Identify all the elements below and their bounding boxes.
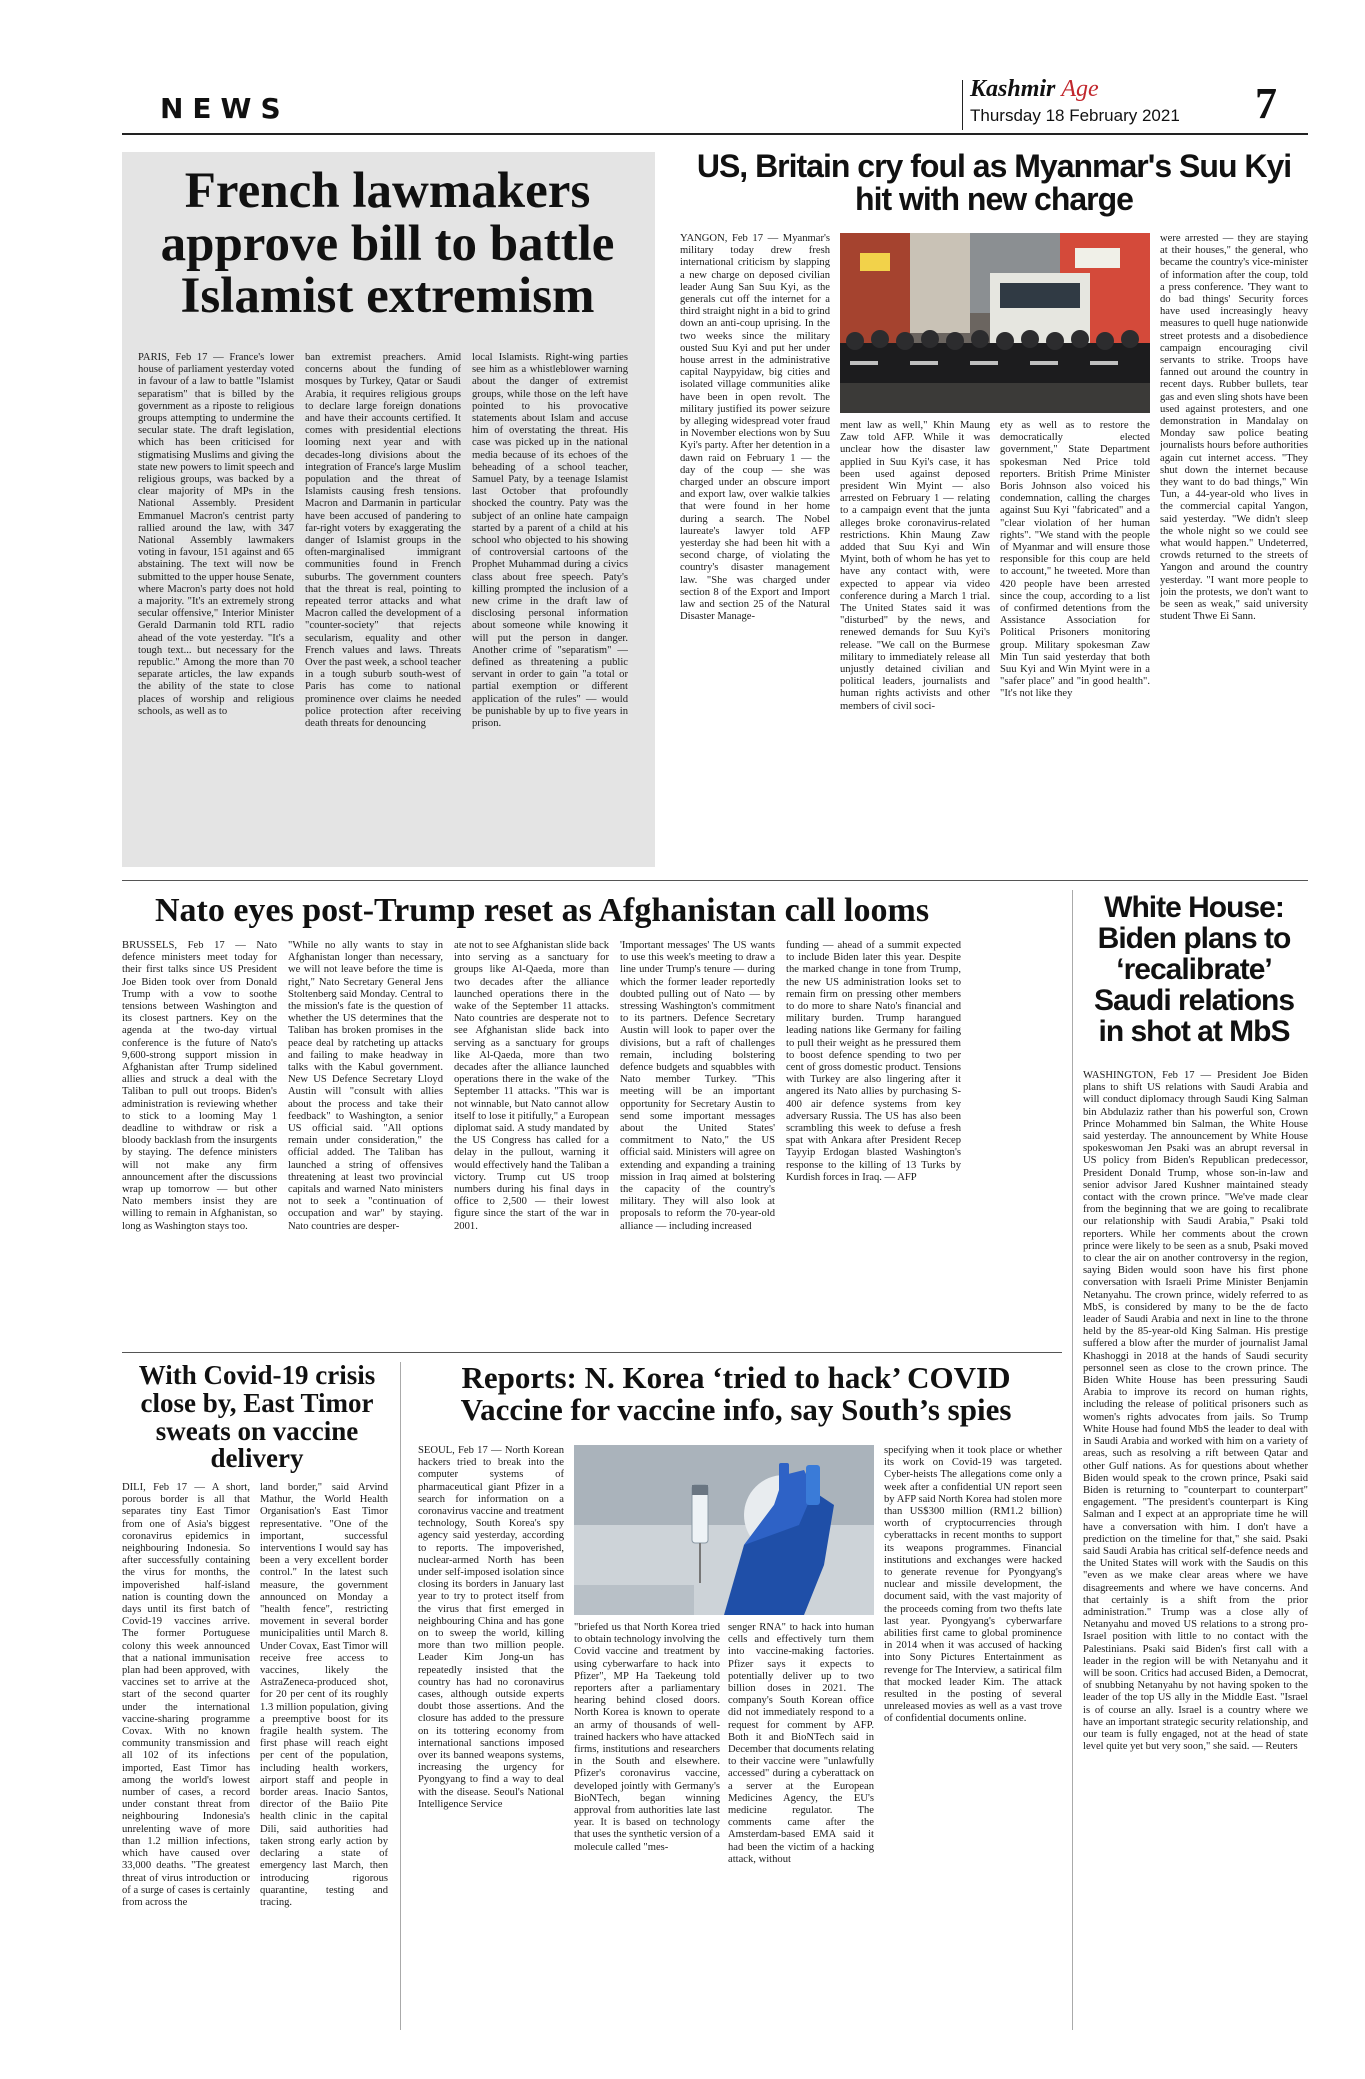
myanmar-column-2: ment law as well," Khin Maung Zaw told AFP. While it was unclear how the disaster law applied in Suu Kyi's case, it has been used against deposed president Win Myint — also arrested on February 1 — relating to a campaign event that the junta alleges broke coronavirus-related restrictions. Khin Maung Zaw added that Suu Kyi and Win Myint, both of whom he has yet to have any contact with, were expected to appear via video conference during a March 1 trial. The United States said it was "disturbed" by the news, and renewed demands for Suu Kyi's release. "We call on the Burmese military to immediately release all unjustly detained civilian and political leaders, journalists and human rights activists and other members of civil soci-: [840, 420, 990, 712]
vaccine-vial-image: [574, 1445, 874, 1615]
nato-headline: Nato eyes post-Trump reset as Afghanistan call looms: [154, 892, 930, 929]
section-rule: [122, 880, 1308, 881]
easttimor-column-2: land border," said Arvind Mathur, the World Health Organisation's East Timor representative. "One of the important, successful interventions I would say has been a very excellent border control." In the latest such measure, the government announced on Monday a "health fence", restricting movement in several border municipalities until March 8. Under Covax, East Timor will receive free access to vaccines, likely the AstraZeneca-produced shot, for 20 per cent of its roughly 1.3 million population, giving a preemptive boost for its fragile health system. The first phase will reach eight per cent of the population, including health workers, airport staff and people in border areas. Inacio Santos, director of the Baiio Pite health clinic in the capital Dili, said authorities had taken strong early action by declaring a state of emergency last March, then introducing rigorous quarantine, testing and tracing.: [260, 1482, 388, 1908]
nkorea-column-1: SEOUL, Feb 17 — North Korean hackers tried to break into the computer systems of pharmaceutical giant Pfizer in a search for information on a coronavirus vaccine and treatment technology, South Korea's spy agency said yesterday, according to reports. The impoverished, nuclear-armed North has been under self-imposed isolation since closing its borders in January last year to try to protect itself from the virus that first emerged in neighbouring China and has gone on to sweep the world, killing more than two million people. Leader Kim Jong-un has repeatedly insisted that the country has had no coronavirus cases, although outside experts doubt those assertions. And the closure has added to the pressure on its tottering economy from international sanctions imposed over its banned weapons systems, increasing the urgency for Pyongyang to find a way to deal with the disease. Seoul's National Intelligence Service: [418, 1445, 564, 1810]
france-column-3: local Islamists. Right-wing parties see him as a whistleblower warning about the danger of extremist groups, while those on the left have pointed to his provocative statements about Islam and accuse him of overstating the threat. His case was picked up in the national media because of its echoes of the beheading of a school teacher, Samuel Paty, by a teenage Islamist last October that profoundly shocked the country. Paty was the subject of an online hate campaign started by a parent of a child at his school who objected to his showing of controversial cartoons of the Prophet Muhammad during a civics class about free speech. Paty's killing prompted the inclusion of a new crime in the draft law of disclosing personal information about someone while knowing it will put the person in danger. Another crime of "separatism" — defined as threatening a public servant in order to gain "a total or partial exemption or different application of the rules" — would be punishable by up to five years in prison.: [472, 352, 628, 730]
section-label: NEWS: [160, 92, 290, 125]
france-column-1: PARIS, Feb 17 — France's lower house of parliament yesterday voted in favour of a law to battle "Islamist separatism" that is billed by the government as a riposte to religious groups attempting to undermine the secular state. The draft legislation, which has been criticised for stigmatising Muslims and giving the state new powers to limit speech and religious groups, was backed by a clear majority of MPs in the National Assembly. President Emmanuel Macron's centrist party rallied around the law, with 347 National Assembly lawmakers voting in favour, 151 against and 65 abstaining. The text will now be submitted to the upper house Senate, where Macron's party does not hold a majority. "It's an extremely strong secular offensive," Interior Minister Gerald Darmanin told RTL radio ahead of the vote yesterday. "It's a tough text... but necessary for the republic." Among the more than 70 separate articles, the law expands the ability of the state to close places of worship and religious schools, as well as to: [138, 352, 294, 717]
brand-first: Kashmir: [970, 76, 1056, 102]
page-number: 7: [1255, 79, 1277, 128]
nkorea-column-3: senger RNA" to hack into human cells and effectively turn them into vaccine-making factories. Pfizer says it expects to potentially deliver up to two billion doses in 2021. The company's South Korean office did not immediately respond to a request for comment by AFP. Both it and BioNTech said in December that documents relating to their vaccine were "unlawfully accessed" during a cyberattack on a server at the European Medicines Agency, the EU's medicine regulator. The comments came after the Amsterdam-based EMA said it had been the victim of a hacking attack, without: [728, 1622, 874, 1865]
easttimor-column-1: DILI, Feb 17 — A short, porous border is all that separates tiny East Timor from one of Asia's biggest coronavirus epidemics in neighbouring Indonesia. So after successfully containing the virus for months, the impoverished half-island nation is counting down the days until its first batch of Covid-19 vaccines arrive. The former Portuguese colony this week announced that a national immunisation plan had been approved, with vaccines set to arrive at the start of the second quarter under the international vaccine-sharing programme Covax. With no known community transmission and all 102 of its infections imported, East Timor has among the world's lowest number of cases, a record under constant threat from neighbouring Indonesia's unrelenting wave of more than 1.2 million infections, which have caused over 33,000 deaths. "The greatest threat of virus introduction or of a surge of cases is certainly from across the: [122, 1482, 250, 1908]
nato-column-5: funding — ahead of a summit expected to include Biden later this year. Despite the marked change in tone from Trump, the new US administration looks set to remain firm on pressing other members to do more to share Nato's financial and military burden. Trump harangued leading nations like Germany for failing to pull their weight as he pressured them to boost defence spending to two per cent of gross domestic product. Tensions with Turkey are also lingering after it angered its Nato allies by purchasing S-400 air defence systems from key adversary Russia. The US has also been scrambling this week to defuse a fresh spat with Ankara after President Recep Tayyip Erdogan blasted Washington's response to the killing of 13 Turks by Kurdish forces in Iraq. — AFP: [786, 940, 961, 1183]
easttimor-headline: With Covid-19 crisis close by, East Timor sweats on vaccine delivery: [138, 1360, 376, 1474]
newspaper-logo: [970, 76, 1099, 103]
brand-second: Age: [1061, 76, 1099, 102]
column-divider-2: [400, 1362, 401, 2030]
issue-date: Thursday 18 February 2021: [970, 106, 1180, 125]
section-rule-lower: [122, 1352, 1062, 1353]
column-divider: [1072, 890, 1073, 2030]
riot-police-image: [840, 233, 1150, 413]
masthead-rule: [122, 133, 1308, 135]
myanmar-column-4: were arrested — they are staying at their houses," the general, who became the country's vice-minister of information after the coup, told a press conference. 'They want to do bad things' Security forces have used increasingly heavy measures to quell huge nationwide street protests and a disobedience campaign encouraging civil servants to strike. Troops have fanned out around the country in recent days. Rubber bullets, tear gas and even sling shots have been used against protesters, and one demonstration in Mandalay on Monday saw police beating journalists hours before authorities again cut internet access. "They shut down the internet because they want to do bad things," Win Tun, a 44-year-old who lives in the commercial capital Yangon, said yesterday. "We didn't sleep the whole night so we could see what would happen." Undeterred, crowds returned to the streets of Yangon and around the country yesterday. "I want more people to join the protests, we don't want to be seen as weak," said university student Thwe Ei Sann.: [1160, 233, 1308, 623]
myanmar-protest-photo: [840, 233, 1150, 413]
whitehouse-column-1: WASHINGTON, Feb 17 — President Joe Biden plans to shift US relations with Saudi Arabia and will conduct diplomacy through Saudi King Salman bin Abdulaziz rather than his powerful son, Crown Prince Mohammed bin Salman, the White House said yesterday. The announcement by White House spokeswoman Jen Psaki was an abrupt reversal in US policy from Biden's Republican predecessor, President Donald Trump, whose son-in-law and senior advisor Jared Kushner maintained steady contact with the crown prince. "We've made clear from the beginning that we are going to recalibrate our relationship with Saudi Arabia," Psaki told reporters. While her comments about the crown prince were likely to be seen as a snub, Psaki moved to clear the air on another controversy in the region, saying Biden would soon have his first phone conversation with Israeli Prime Minister Benjamin Netanyahu. The crown prince, widely referred to as MbS, is considered by many to be the de facto leader of Saudi Arabia and next in line to the throne held by the 85-year-old King Salman. His prestige suffered a blow after the murder of journalist Jamal Khashoggi in 2018 at the hands of Saudi security personnel seen as close to the crown prince. The Biden White House has been pressuring Saudi Arabia to improve its record on human rights, including the release of political prisoners such as women's rights advocates from jails. So Trump White House had found MbS the leader to deal with in Saudi Arabia and worked with him on a variety of areas, such as resolving a rift between Qatar and other Gulf nations. As for questions about whether Biden would speak to the crown prince, Psaki said Biden is returning to "counterpart to counterpart" engagement. "The president's counterpart is King Salman and I expect at an appropriate time he will have a conversation with him. I don't have a prediction on the timeline for that," she said. Psaki said Saudi Arabia has critical self-defence needs and the United States will work with the Saudis on this "even as we make clear areas where we have disagreements and where we have concerns. And that certainly is a shift from the prior administration." Trump was a close ally of Netanyahu and moved US relations to a strong pro-Israel position with little to no contact with the Palestinians. Psaki said Biden's first call with a leader in the region will be with Netanyahu and it will be soon. Critics had accused Biden, a Democrat, of snubbing Netanyahu by not having spoken to the leader of the top US ally in the Middle East. "Israel is of course an ally. Israel is a country where we have an important strategic security relationship, and our team is fully engaged, not at the head of state level quite yet but very soon," she said. — Reuters: [1083, 1070, 1308, 1753]
vaccine-photo: [574, 1445, 874, 1615]
nkorea-headline: Reports: N. Korea ‘tried to hack’ COVID Vaccine for vaccine info, say South’s spies: [460, 1360, 1012, 1427]
france-headline: French lawmakers approve bill to battle Islamist extremism: [160, 163, 615, 325]
nkorea-column-2: "briefed us that North Korea tried to obtain technology involving the Covid vaccine and treatment by using cyberwarfare to hack into Pfizer", MP Ha Taekeung told reporters after a parliamentary hearing behind closed doors. North Korea is known to operate an army of thousands of well-trained hackers who have attacked firms, institutions and researchers in the South and elsewhere. Pfizer's coronavirus vaccine, developed jointly with Germany's BioNTech, began winning approval from authorities late last year. It is based on technology that uses the synthetic version of a molecule called "mes-: [574, 1622, 720, 1853]
nato-column-3: ate not to see Afghanistan slide back into serving as a sanctuary for groups like Al-Qaeda, more than two decades after the alliance launched operations there in the wake of the September 11 attacks. Nato countries are desperate not to see Afghanistan slide back into serving as a sanctuary for groups like Al-Qaeda, more than two decades after the alliance launched operations there in the wake of the September 11 attacks. "This war is not winnable, but Nato cannot allow itself to lose it pitifully," a European diplomat said. A study mandated by the US Congress has called for a delay in the pullout, warning it would effectively hand the Taliban a victory. Trump cut US troop numbers during his final days in office to 2,500 — their lowest figure since the start of the war in 2001.: [454, 940, 609, 1232]
nato-column-4: 'Important messages' The US wants to use this week's meeting to draw a line under Trump's tenure — during which the former leader reportedly doubted pulling out of Nato — by stressing Washington's commitment to its partners. Defence Secretary Austin will look to paper over the divisions, but a raft of challenges remain, including bolstering defence budgets and squabbles with Nato member Turkey. "This meeting will be an important opportunity for Secretary Austin to send some important messages about the United States' commitment to Nato," the US official said. Ministers will agree on extending and expanding a training mission in Iraq aimed at bolstering the capacity of the country's military. They will also look at proposals to reform the 70-year-old alliance — including increased: [620, 940, 775, 1232]
nato-column-1: BRUSSELS, Feb 17 — Nato defence ministers meet today for their first talks since US President Joe Biden took over from Donald Trump with a vow to soothe tensions between Washington and its closest partners. Key on the agenda at the two-day virtual conference is the future of Nato's 9,600-strong support mission in Afghanistan after Trump sidelined allies and struck a deal with the Taliban to pull out troops. Biden's administration is reviewing whether to stick to a looming May 1 deadline to withdraw or risk a bloody backlash from the insurgents by staying. The defence ministers will not make any firm announcement after the discussions wrap up tomorrow — but other Nato members insist they are willing to remain in Afghanistan, so long as Washington stays too.: [122, 940, 277, 1232]
nkorea-column-4: specifying when it took place or whether its work on Covid-19 was targeted. Cyber-heists The allegations come only a week after a confidential UN report seen by AFP said North Korea had stolen more than US$300 million (RM1.2 billion) worth of cryptocurrencies through cyberattacks in recent months to support its weapons programmes. Financial institutions and exchanges were hacked to generate revenue for Pyongyang's nuclear and missile development, the document said, with the vast majority of the proceeds coming from two thefts late last year. Pyongyang's cyberwarfare abilities first came to global prominence in 2014 when it was accused of hacking into Sony Pictures Entertainment as revenge for The Interview, a satirical film that mocked leader Kim. The attack resulted in the posting of several unreleased movies as well as a vast trove of confidential documents online.: [884, 1445, 1062, 1725]
nato-column-2: "While no ally wants to stay in Afghanistan longer than necessary, we will not leave before the time is right," Nato Secretary General Jens Stoltenberg said Monday. Central to the mission's fate is the question of whether the US determines that the Taliban has broken promises in the peace deal by ratcheting up attacks and failing to make headway in talks with the Kabul government. New US Defence Secretary Lloyd Austin will "consult with allies about the process and take their feedback" to Washington, a senior US official said. "All options remain under consideration," the official added. The Taliban has launched a string of offensives threatening at least two provincial capitals and warned Nato ministers not to seek a "continuation of occupation and war" by staying. Nato countries are desper-: [288, 940, 443, 1232]
france-column-2: ban extremist preachers. Amid concerns about the funding of mosques by Turkey, Qatar or Saudi Arabia, it requires religious groups to declare large foreign donations and have their accounts certified. It comes with presidential elections looming next year and with decades-long divisions about the integration of France's large Muslim population and the threat of Islamists causing fresh tensions. Macron and Darmanin in particular have been accused of pandering to far-right voters by exaggerating the danger of Islamist groups in the often-marginalised immigrant communities found in French suburbs. The government counters that the threat is real, pointing to repeated terror attacks and what Macron called the development of a "counter-society" that rejects secularism, equality and other French values and laws. Threats Over the past week, a school teacher in a tough suburb south-west of Paris has come to national prominence over claims he needed police protection after receiving death threats for denouncing: [305, 352, 461, 730]
whitehouse-headline: White House: Biden plans to ‘recalibrate’ Saudi relations in shot at MbS: [1093, 891, 1295, 1048]
myanmar-column-1: YANGON, Feb 17 — Myanmar's military today drew fresh international criticism by slapping a new charge on deposed civilian leader Aung San Suu Kyi, as the generals cut off the internet for a third straight night in a bid to grind down an anti-coup uprising. In the two weeks since the military ousted Suu Kyi and put her under house arrest in the administrative capital Naypyidaw, big cities and isolated village communities alike have been in open revolt. The military justified its power seizure by alleging widespread voter fraud in November elections won by Suu Kyi's party. After her detention in a dawn raid on February 1 — the day of the coup — she was charged under an obscure import and export law, over walkie talkies that were found in her home during a search. The Nobel laureate's lawyer told AFP yesterday she had been hit with a second charge, of violating the country's disaster management law. "She was charged under section 8 of the Export and Import law and section 25 of the Natural Disaster Manage-: [680, 233, 830, 623]
masthead-divider: [962, 80, 963, 130]
myanmar-headline: US, Britain cry foul as Myanmar's Suu Kyi hit with new charge: [696, 148, 1292, 217]
myanmar-column-3: ety as well as to restore the democratically elected government," State Department spokesman Ned Price told reporters. British Prime Minister Boris Johnson also voiced his condemnation, calling the charges against Suu Kyi "fabricated" and a "clear violation of her human rights". "We stand with the people of Myanmar and will ensure those responsible for this coup are held to account," he tweeted. More than 420 people have been arrested since the coup, according to a list of confirmed detentions from the Assistance Association for Political Prisoners monitoring group. Military spokesman Zaw Min Tun said yesterday that both Suu Kyi and Win Myint were in a "safer place" and "in good health". "It's not like they: [1000, 420, 1150, 700]
